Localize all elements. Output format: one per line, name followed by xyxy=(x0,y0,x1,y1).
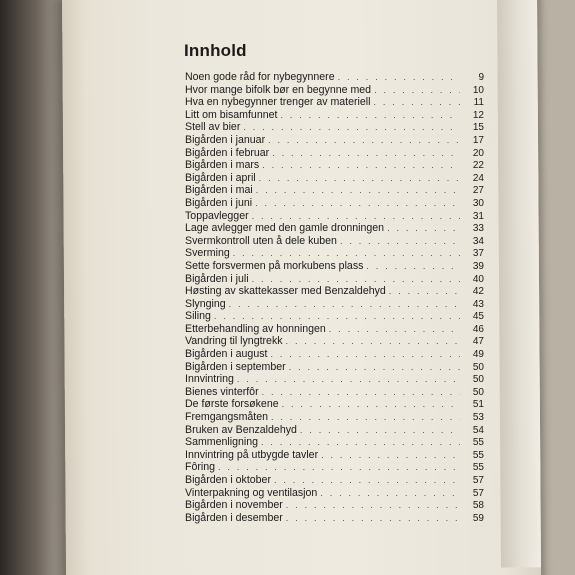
toc-entry-page-number: 39 xyxy=(472,260,484,272)
dot-leader xyxy=(262,386,460,399)
dot-leader xyxy=(271,411,460,424)
dot-leader xyxy=(233,247,460,260)
toc-entry-title: Toppavlegger xyxy=(185,209,249,222)
toc-entry xyxy=(185,361,486,374)
toc-entry xyxy=(185,197,486,210)
toc-entry xyxy=(185,184,486,197)
toc-entry-title: Bigården i desember xyxy=(185,511,283,524)
toc-entry xyxy=(185,222,486,235)
toc-entry xyxy=(185,134,486,147)
toc-entry-title: Bruken av Benzaldehyd xyxy=(185,423,297,436)
dot-leader xyxy=(262,159,460,172)
dot-leader xyxy=(252,210,460,223)
toc-entry-page-number: 30 xyxy=(472,197,484,209)
toc-entry-page-number: 17 xyxy=(472,134,484,146)
toc-entry xyxy=(185,487,486,500)
toc-entry-page-number: 49 xyxy=(472,349,484,361)
dot-leader xyxy=(272,147,460,160)
toc-entry-page-number: 46 xyxy=(472,323,484,335)
dot-leader xyxy=(338,71,460,84)
toc-entry-title: Sammenligning xyxy=(185,436,259,449)
toc-entry-page-number: 34 xyxy=(472,235,484,247)
toc-entry-page-number: 54 xyxy=(472,424,484,436)
toc-entry xyxy=(185,210,486,223)
toc-entry xyxy=(185,449,486,462)
toc-entry-page-number: 53 xyxy=(472,412,484,424)
toc-entry xyxy=(185,424,486,437)
dot-leader xyxy=(274,474,460,487)
dot-leader xyxy=(259,172,460,185)
dot-leader xyxy=(289,361,460,374)
toc-entry-page-number: 12 xyxy=(472,109,484,121)
toc-entry-title: Svermkontroll uten å dele kuben xyxy=(185,234,337,247)
toc-entry-page-number: 9 xyxy=(478,72,484,83)
dot-leader xyxy=(366,260,460,273)
toc-entry xyxy=(185,323,486,336)
toc-entry-page-number: 11 xyxy=(473,97,484,109)
dot-leader xyxy=(255,197,460,210)
toc-entry-title: Innvintring på utbygde tavler xyxy=(185,448,319,461)
dot-leader xyxy=(387,222,460,235)
toc-entry-page-number: 37 xyxy=(472,248,484,260)
toc-entry-title: Vinterpakning og ventilasjon xyxy=(185,486,318,499)
dot-leader xyxy=(320,487,460,500)
page-edge xyxy=(497,0,541,568)
toc-entry-title: Bigården i juli xyxy=(185,272,249,285)
toc-entry xyxy=(185,109,486,122)
toc-entry xyxy=(185,512,486,525)
toc-entry-title: Slynging xyxy=(185,297,226,310)
toc-entry-title: Bigården i april xyxy=(185,171,256,184)
toc-entry-page-number: 47 xyxy=(472,336,484,348)
toc-entry xyxy=(185,461,486,474)
toc-entry-page-number: 43 xyxy=(472,298,484,310)
toc-entry-page-number: 57 xyxy=(472,487,484,499)
toc-entry-page-number: 40 xyxy=(472,273,484,285)
toc-entry-page-number: 55 xyxy=(472,437,484,449)
toc-entry-page-number: 50 xyxy=(472,374,484,386)
dot-leader xyxy=(329,323,460,336)
toc-entry-title: Fôring xyxy=(185,461,216,474)
toc-entry xyxy=(185,121,486,134)
toc-entry-page-number: 45 xyxy=(472,311,484,323)
toc-entry-title: Bigården i juni xyxy=(185,196,253,209)
toc-entry-page-number: 50 xyxy=(472,361,484,373)
toc-entry xyxy=(185,436,486,449)
toc-entry-page-number: 33 xyxy=(472,223,484,235)
toc-entry-title: Lage avlegger med den gamle dronningen xyxy=(185,222,385,235)
dot-leader xyxy=(243,121,460,134)
dot-leader xyxy=(389,285,460,298)
toc-entry-page-number: 24 xyxy=(472,172,484,184)
toc-entry-page-number: 55 xyxy=(472,449,484,461)
dot-leader xyxy=(252,273,460,286)
dot-leader xyxy=(214,310,460,323)
toc-entry xyxy=(185,298,486,311)
toc-entry-page-number: 22 xyxy=(472,160,484,172)
toc-entry xyxy=(185,235,486,248)
toc-entry-page-number: 42 xyxy=(472,286,484,298)
toc-entry-title: Hvor mange bifolk bør en begynne med xyxy=(185,83,372,96)
toc-entry-page-number: 50 xyxy=(472,386,484,398)
toc-entry-title: Etterbehandling av honningen xyxy=(185,322,326,335)
dot-leader xyxy=(286,512,460,525)
toc-entry xyxy=(185,159,486,172)
dot-leader xyxy=(256,184,460,197)
toc-entry-title: Stell av bier xyxy=(185,121,241,134)
toc-entry-title: Hva en nybegynner trenger av materiell xyxy=(185,96,371,109)
dot-leader xyxy=(237,373,460,386)
toc-entry xyxy=(185,96,486,109)
toc-entry xyxy=(185,386,486,399)
toc-entry-page-number: 51 xyxy=(472,399,484,411)
dot-leader xyxy=(270,348,460,361)
toc-entry-page-number: 15 xyxy=(472,122,484,134)
toc-entry-title: Bigården i mars xyxy=(185,159,260,172)
toc-entry-title: De første forsøkene xyxy=(185,398,279,411)
toc-entry-page-number: 55 xyxy=(472,462,484,474)
toc-entry xyxy=(185,335,486,348)
toc-entry-page-number: 27 xyxy=(472,185,484,197)
toc-entry-title: Sette forsvermen på morkubens plass xyxy=(185,259,364,272)
toc-entry-page-number: 10 xyxy=(472,84,484,96)
toc-entry-title: Bigården i mai xyxy=(185,184,253,197)
toc-title: Innhold xyxy=(184,41,247,60)
toc-entry-page-number: 57 xyxy=(472,475,484,486)
toc-entry xyxy=(185,260,486,273)
dot-leader xyxy=(286,499,460,512)
toc-list xyxy=(121,71,486,524)
toc-entry-title: Bigården i oktober xyxy=(185,474,271,486)
toc-entry-title: Fremgangsmåten xyxy=(185,411,269,424)
toc-entry xyxy=(185,84,486,97)
toc-entry-title: Bigården i november xyxy=(185,499,283,512)
dot-leader xyxy=(286,335,460,348)
toc-entry xyxy=(185,147,486,160)
toc-entry-title: Bigården i februar xyxy=(185,146,270,159)
toc-entry xyxy=(185,411,486,424)
toc-entry xyxy=(185,71,486,84)
toc-entry-page-number: 58 xyxy=(472,500,484,512)
dot-leader xyxy=(229,298,460,311)
toc-entry xyxy=(185,348,486,361)
dot-leader xyxy=(340,235,460,248)
toc-entry-page-number: 31 xyxy=(472,210,484,222)
toc-entry xyxy=(185,398,486,411)
toc-entry xyxy=(185,285,486,298)
toc-entry-title: Bienes vinterfôr xyxy=(185,385,259,398)
dot-leader xyxy=(218,461,460,474)
toc-entry xyxy=(185,310,486,323)
toc-entry-title: Siling xyxy=(185,310,211,323)
dot-leader xyxy=(321,449,460,462)
toc-entry xyxy=(185,273,486,286)
dot-leader xyxy=(374,96,461,109)
toc-entry xyxy=(185,373,486,386)
toc-entry-title: Bigården i januar xyxy=(185,133,266,146)
table-of-contents xyxy=(121,41,486,524)
dot-leader xyxy=(282,398,460,411)
dot-leader xyxy=(261,436,460,449)
toc-entry-title: Innvintring xyxy=(185,373,234,386)
dot-leader xyxy=(268,134,460,147)
toc-entry xyxy=(185,474,486,487)
dot-leader xyxy=(280,109,460,122)
toc-entry xyxy=(185,172,486,185)
toc-entry xyxy=(185,247,486,260)
toc-entry-title: Noen gode råd for nybegynnere xyxy=(185,71,335,83)
toc-entry-title: Litt om bisamfunnet xyxy=(185,108,278,121)
toc-entry-title: Sverming xyxy=(185,247,230,260)
toc-entry-title: Bigården i august xyxy=(185,348,268,361)
toc-entry-page-number: 59 xyxy=(472,512,484,524)
dot-leader xyxy=(300,424,460,437)
dot-leader xyxy=(374,84,460,97)
toc-entry-title: Høsting av skattekasser med Benzaldehyd xyxy=(185,285,386,298)
toc-entry-title: Vandring til lyngtrekk xyxy=(185,335,283,348)
toc-entry xyxy=(185,499,486,512)
toc-entry-title: Bigården i september xyxy=(185,360,286,373)
toc-entry-page-number: 20 xyxy=(472,147,484,159)
